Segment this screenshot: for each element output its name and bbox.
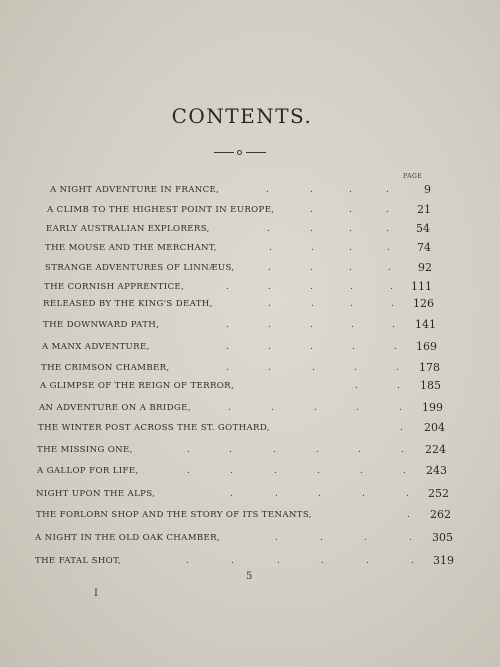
contents-entry xyxy=(0,556,500,572)
leader-dot: . xyxy=(318,489,321,499)
leader-dot: . xyxy=(397,381,400,391)
contents-entry xyxy=(0,320,500,336)
leader-dot: . xyxy=(226,342,229,352)
entry-page-number: 126 xyxy=(413,297,434,310)
entry-page-number: 224 xyxy=(425,443,446,456)
entry-title: NIGHT UPON THE ALPS, xyxy=(36,489,156,499)
leader-dot: . xyxy=(349,205,352,215)
entry-title: A NIGHT IN THE OLD OAK CHAMBER, xyxy=(35,533,221,543)
leader-dot: . xyxy=(277,556,280,566)
leader-dot: . xyxy=(352,342,355,352)
leader-dot: . xyxy=(268,282,271,292)
leader-dot: . xyxy=(310,320,313,330)
entry-page-number: 21 xyxy=(417,203,431,216)
leader-dot: . xyxy=(231,556,234,566)
leader-dot: . xyxy=(321,556,324,566)
leader-dot: . xyxy=(187,445,190,455)
entry-page-number: 111 xyxy=(411,280,432,293)
contents-entry xyxy=(0,342,500,358)
leader-dot: . xyxy=(387,243,390,253)
entry-page-number: 92 xyxy=(418,261,432,274)
contents-entry xyxy=(0,381,500,397)
contents-entry xyxy=(0,423,500,439)
leader-dot: . xyxy=(358,445,361,455)
leader-dot: . xyxy=(407,510,410,520)
entry-title: THE MOUSE AND THE MERCHANT, xyxy=(45,243,217,253)
leader-dot: . xyxy=(349,224,352,234)
leader-dot: . xyxy=(355,381,358,391)
contents-entry xyxy=(0,205,500,221)
page-column-heading: PAGE xyxy=(403,173,423,180)
page-number: 5 xyxy=(246,571,253,582)
leader-dot: . xyxy=(354,363,357,373)
leader-dot: . xyxy=(275,489,278,499)
leader-dot: . xyxy=(268,363,271,373)
contents-entry xyxy=(0,299,500,315)
leader-dot: . xyxy=(273,445,276,455)
leader-dot: . xyxy=(268,263,271,273)
leader-dot: . xyxy=(394,342,397,352)
leader-dot: . xyxy=(269,243,272,253)
leader-dot: . xyxy=(392,320,395,330)
entry-page-number: 9 xyxy=(424,183,431,196)
leader-dot: . xyxy=(351,320,354,330)
leader-dot: . xyxy=(267,224,270,234)
entry-title: THE DOWNWARD PATH, xyxy=(43,320,160,330)
entry-page-number: 169 xyxy=(416,340,437,353)
entry-page-number: 262 xyxy=(430,508,451,521)
leader-dot: . xyxy=(349,243,352,253)
entry-title: THE FATAL SHOT, xyxy=(35,556,121,566)
entry-title: A MANX ADVENTURE, xyxy=(42,342,150,352)
leader-dot: . xyxy=(268,320,271,330)
leader-dot: . xyxy=(310,282,313,292)
leader-dot: . xyxy=(320,533,323,543)
leader-dot: . xyxy=(310,224,313,234)
entry-page-number: 178 xyxy=(419,361,440,374)
leader-dot: . xyxy=(366,556,369,566)
entry-title: A GLIMPSE OF THE REIGN OF TERROR, xyxy=(40,381,235,391)
entry-title: STRANGE ADVENTURES OF LINNÆUS, xyxy=(45,263,235,273)
entry-title: THE CORNISH APPRENTICE, xyxy=(44,282,185,292)
leader-dot: . xyxy=(226,363,229,373)
leader-dot: . xyxy=(350,299,353,309)
leader-dot: . xyxy=(362,489,365,499)
leader-dot: . xyxy=(186,556,189,566)
contents-entry xyxy=(0,282,500,298)
contents-entry xyxy=(0,510,500,526)
leader-dot: . xyxy=(268,342,271,352)
leader-dot: . xyxy=(360,466,363,476)
entry-title: THE MISSING ONE, xyxy=(37,445,133,455)
entry-title: EARLY AUSTRALIAN EXPLORERS, xyxy=(46,224,210,234)
leader-dot: . xyxy=(391,299,394,309)
leader-dot: . xyxy=(311,299,314,309)
leader-dot: . xyxy=(310,185,313,195)
leader-dot: . xyxy=(388,263,391,273)
contents-entry xyxy=(0,243,500,259)
leader-dot: . xyxy=(312,363,315,373)
leader-dot: . xyxy=(396,363,399,373)
leader-dot: . xyxy=(311,243,314,253)
entry-title: A NIGHT ADVENTURE IN FRANCE, xyxy=(50,185,220,195)
contents-entry xyxy=(0,403,500,419)
leader-dot: . xyxy=(364,533,367,543)
entry-title: A CLIMB TO THE HIGHEST POINT IN EUROPE, xyxy=(47,205,275,215)
contents-entry xyxy=(0,185,500,201)
leader-dot: . xyxy=(228,403,231,413)
leader-dot: . xyxy=(310,263,313,273)
leader-dot: . xyxy=(271,403,274,413)
leader-dot: . xyxy=(400,423,403,433)
contents-entry xyxy=(0,263,500,279)
contents-title: CONTENTS. xyxy=(171,104,313,128)
leader-dot: . xyxy=(401,445,404,455)
leader-dot: . xyxy=(411,556,414,566)
contents-entry xyxy=(0,533,500,549)
entry-title: RELEASED BY THE KING'S DEATH, xyxy=(43,299,213,309)
leader-dot: . xyxy=(226,282,229,292)
leader-dot: . xyxy=(314,403,317,413)
leader-dot: . xyxy=(316,445,319,455)
entry-page-number: 74 xyxy=(417,241,431,254)
contents-entry xyxy=(0,466,500,482)
leader-dot: . xyxy=(310,205,313,215)
leader-dot: . xyxy=(187,466,190,476)
entry-title: THE FORLORN SHOP AND THE STORY OF ITS TENANTS, xyxy=(36,510,312,520)
leader-dot: . xyxy=(266,185,269,195)
contents-entry xyxy=(0,363,500,379)
leader-dot: . xyxy=(356,403,359,413)
leader-dot: . xyxy=(226,320,229,330)
leader-dot: . xyxy=(310,342,313,352)
entry-page-number: 252 xyxy=(428,487,449,500)
leader-dot: . xyxy=(229,445,232,455)
contents-entry xyxy=(0,224,500,240)
contents-entry xyxy=(0,445,500,461)
leader-dot: . xyxy=(274,466,277,476)
leader-dot: . xyxy=(386,185,389,195)
entry-page-number: 185 xyxy=(420,379,441,392)
leader-dot: . xyxy=(350,282,353,292)
entry-page-number: 204 xyxy=(424,421,445,434)
leader-dot: . xyxy=(409,533,412,543)
leader-dot: . xyxy=(386,224,389,234)
leader-dot: . xyxy=(406,489,409,499)
leader-dot: . xyxy=(230,466,233,476)
entry-page-number: 305 xyxy=(432,531,453,544)
leader-dot: . xyxy=(399,403,402,413)
leader-dot: . xyxy=(386,205,389,215)
contents-entry xyxy=(0,489,500,505)
leader-dot: . xyxy=(349,263,352,273)
entry-title: THE CRIMSON CHAMBER, xyxy=(41,363,170,373)
entry-title: A GALLOP FOR LIFE, xyxy=(37,466,139,476)
leader-dot: . xyxy=(230,489,233,499)
entry-page-number: 243 xyxy=(426,464,447,477)
leader-dot: . xyxy=(317,466,320,476)
entry-page-number: 141 xyxy=(415,318,436,331)
leader-dot: . xyxy=(268,299,271,309)
entry-page-number: 199 xyxy=(422,401,443,414)
entry-page-number: 54 xyxy=(416,222,430,235)
leader-dot: . xyxy=(403,466,406,476)
leader-dot: . xyxy=(390,282,393,292)
entry-page-number: 319 xyxy=(433,554,454,567)
leader-dot: . xyxy=(275,533,278,543)
entry-title: THE WINTER POST ACROSS THE ST. GOTHARD, xyxy=(38,423,270,433)
leader-dot: . xyxy=(349,185,352,195)
entry-title: AN ADVENTURE ON A BRIDGE, xyxy=(39,403,191,413)
signature-mark: I xyxy=(94,588,98,599)
